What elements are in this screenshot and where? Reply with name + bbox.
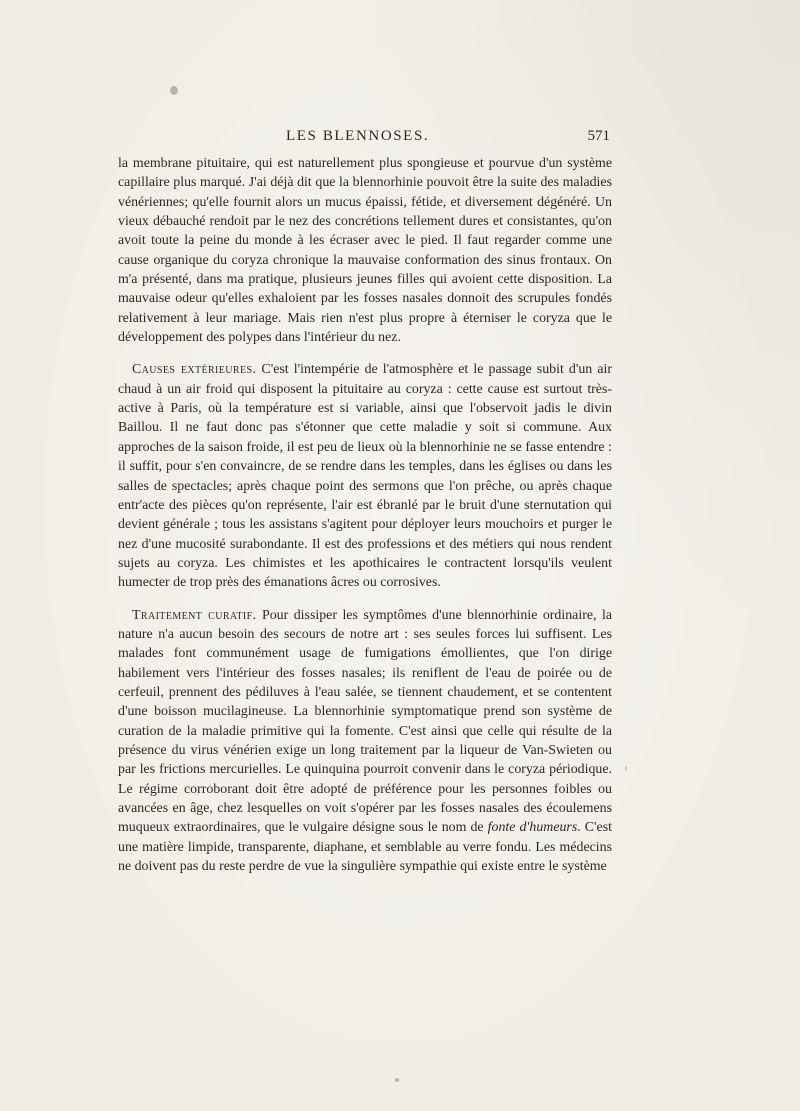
- paragraph-text: Pour dissiper les symptômes d'une blennorhinie ordinaire, la nature n'a aucun besoin des secours de notre art : ses seules forces lui suffisent. Les malades font communément usage de fumigations émollientes, que l'on dirige habilement vers l'intérieur des fosses nasales; ils reniflent de l'eau de poirée ou de cerfeuil, prennent des pédiluves à l'eau salée, se tiennent chaudement, et se contentent d'une boisson mucilagineuse. La blennorhinie symptomatique prend son système de curation de la maladie primitive qui la fomente. C'est ainsi que celle qui résulte de la présence du virus vénérien exige un long traitement par la liqueur de Van-Swieten ou par les frictions mercurielles. Le quinquina pourroit convenir dans le coryza périodique. Le régime corroborant doit être adopté de préférence pour les personnes foibles ou avancées en âge, chez lesquelles on voit s'opérer par les fosses nasales des écoulemens muqueux extraordinaires, que le vulgaire désigne sous le nom de: [118, 607, 612, 836]
- paragraph-text: C'est l'intempérie de l'atmosphère et le passage subit d'un air chaud à un air froid qui disposent la pituitaire au coryza : cette cause est surtout très-active à Paris, où la température est si variable, ainsi que l'observoit jadis le divin Baillou. Il ne faut donc pas s'étonner que cette maladie y soit si commune. Aux approches de la saison froide, il est peu de lieux où la blennorhinie ne se fasse entendre : il suffit, pour s'en convaincre, de se rendre dans les temples, dans les églises ou dans les salles de spectacles; après chaque point des sermons que l'on prêche, ou après chaque entr'acte des pièces qu'on représente, l'air est ébranlé par le bruit d'une sternutation qui devient générale ; tous les assistans s'agitent pour déployer leurs mouchoirs et purger le nez d'une mucosité surabondante. Il est des professions et des métiers qui nous rendent sujets au coryza. Les chimistes et les apothicaires le contractent lorsqu'ils veulent humecter de trop près des émanations âcres ou corrosives.: [118, 362, 612, 591]
- paragraph-text: la membrane pituitaire, qui est naturellement plus spongieuse et pourvue d'un système capillaire plus marqué. J'ai déjà dit que la blennorhinie pouvoit être la suite des maladies vénériennes; qu'elle fournit alors un mucus épaissi, fétide, et diversement dégénéré. Un vieux débauché rendoit par le nez des concrétions tellement dures et consistantes, qu'on avoit toute la peine du monde à les écraser avec le pied. Il faut regarder comme une cause organique du coryza chronique la mauvaise conformation des sinus frontaux. On m'a présenté, dans ma pratique, plusieurs jeunes filles qui avoient cette disposition. La mauvaise odeur qu'elles exhaloient par les fosses nasales donnoit des scrupules fondés relativement à leur mariage. Mais rien n'est plus propre à éterniser le coryza que le développement des polypes dans l'intérieur du nez.: [118, 156, 612, 346]
- italic-term: fonte d'humeurs: [487, 820, 578, 836]
- section-lead: Causes extérieures.: [132, 362, 257, 378]
- paragraph-curative-treatment: [118, 606, 612, 877]
- running-title: LES BLENNOSES.: [286, 128, 430, 144]
- paragraph-external-causes: [118, 360, 612, 592]
- page-number: 571: [587, 128, 610, 144]
- book-page: [118, 128, 612, 876]
- paper-speck: [625, 766, 627, 771]
- page-header: [118, 128, 612, 154]
- section-lead: Traitement curatif.: [132, 607, 257, 623]
- paragraph-continuation: [118, 154, 612, 347]
- paragraph-text-tail: . C'est une matière limpide, transparente, diaphane, et semblable au verre fondu. Les médecins ne doivent pas du reste perdre de vue la singulière sympathie qui existe entre le système: [118, 820, 612, 875]
- paper-speck: [395, 1078, 399, 1082]
- paper-speck: [170, 86, 178, 95]
